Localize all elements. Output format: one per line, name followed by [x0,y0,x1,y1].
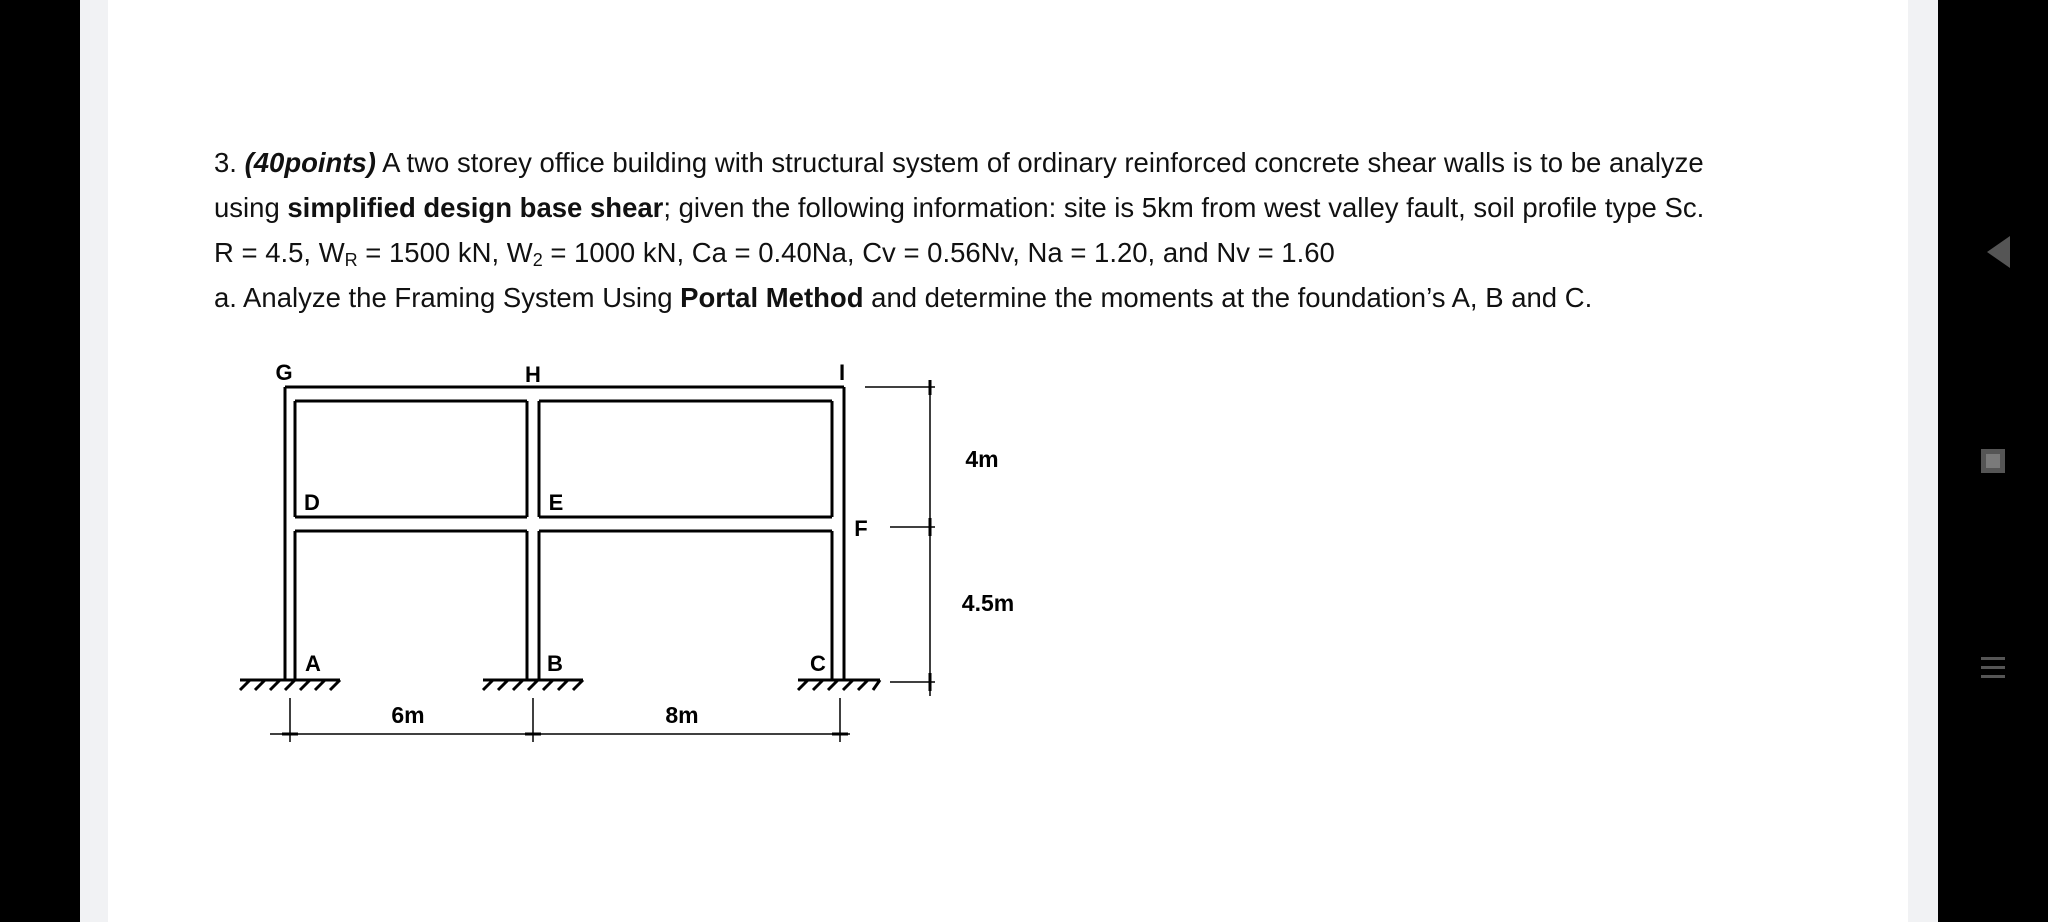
joint-label-a: A [305,651,321,676]
problem-line-2-pre: using [214,192,288,223]
recent-apps-icon[interactable] [1980,654,2006,682]
question-a-pre: a. Analyze the Framing System Using [214,282,681,313]
problem-line-4 [214,275,1814,320]
dim-label-4m: 4m [965,446,999,472]
problem-line-1-text: A two storey office building with structural system of ordinary reinforced concrete shear walls is to be analyze [375,147,1704,178]
fixed-support-a [240,680,340,690]
problem-number: 3. [214,147,237,178]
joint-label-c: C [810,651,826,676]
problem-text [214,140,1814,320]
dim-label-6m: 6m [391,702,425,728]
joint-label-d: D [304,490,320,515]
joint-label-e: E [548,490,564,515]
given-w2: = 1500 kN, W [357,237,533,268]
problem-points: (40points) [244,147,376,178]
joint-label-g: G [275,360,293,385]
question-a-bold: Portal Method [680,282,864,313]
left-gutter [80,0,108,922]
joint-label-f: F [854,516,868,541]
home-icon[interactable] [1980,448,2006,474]
problem-line-3 [214,230,1814,275]
problem-line-2-bold: simplified design base shear [287,192,664,223]
frame-members [285,387,844,680]
joint-label-h: H [525,362,541,387]
joint-label-b: B [547,651,563,676]
problem-line-1 [214,140,1814,185]
subscript-r: R [344,250,358,270]
problem-line-2-text: ; given the following information: site is 5km from west valley fault, soil profile type Sc. [663,192,1705,223]
joint-label-i: I [838,360,846,385]
dim-label-4-5m: 4.5m [961,590,1015,616]
subscript-2: 2 [532,250,543,270]
problem-line-2 [214,185,1814,230]
back-icon[interactable] [1984,234,2014,270]
given-r-wr: R = 4.5, W [214,237,345,268]
fixed-support-c [798,680,880,690]
given-coefficients: = 1000 kN, Ca = 0.40Na, Cv = 0.56Nv, Na = 1.20, and Nv = 1.60 [542,237,1335,268]
left-black-bar [0,0,80,922]
question-a-text: and determine the moments at the foundation’s A, B and C. [863,282,1593,313]
dim-label-8m: 8m [665,702,699,728]
dimension-lines [270,380,935,742]
right-gutter [1908,0,1938,922]
frame-diagram [230,350,1050,750]
fixed-support-b [483,680,583,690]
